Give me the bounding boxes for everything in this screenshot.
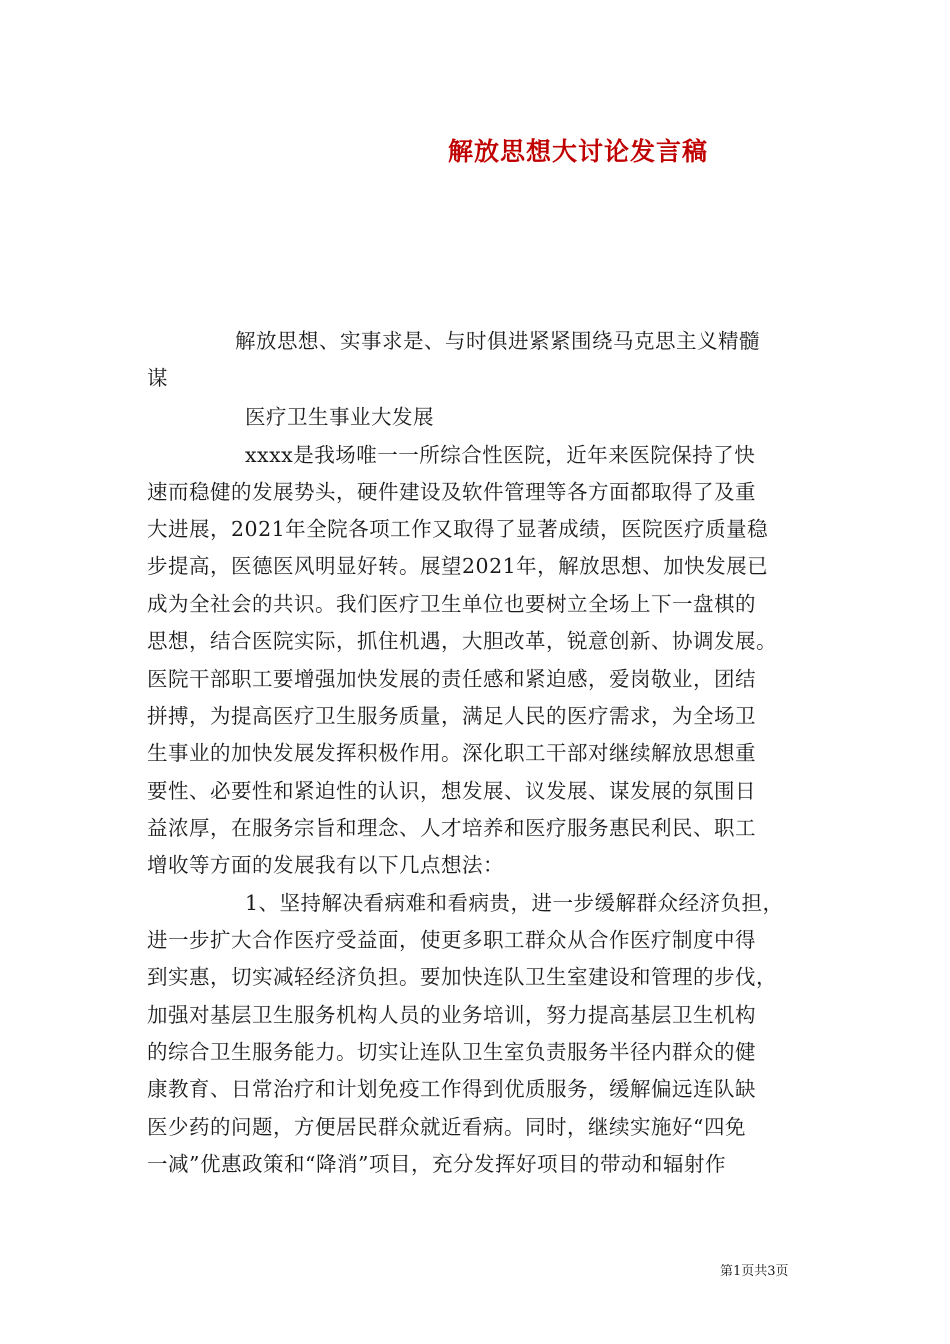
document-title: 解放思想大讨论发言稿	[448, 137, 709, 166]
text-line: 医院干部职工要增强加快发展的责任感和紧迫感，爱岗敬业，团结	[147, 667, 756, 691]
text-line: 一减”优惠政策和“降消”项目，充分发挥好项目的带动和辐射作	[147, 1152, 726, 1176]
text-line: 生事业的加快发展发挥积极作用。深化职工干部对继续解放思想重	[147, 741, 756, 765]
text-line: 思想，结合医院实际，抓住机遇，大胆改革，锐意创新、协调发展。	[147, 629, 777, 653]
text-line: 加强对基层卫生服务机构人员的业务培训，努力提高基层卫生机构	[147, 1003, 756, 1027]
text-line: 医少药的问题，方便居民群众就近看病。同时，继续实施好“四免	[147, 1115, 746, 1139]
text-line: 大进展，2021年全院各项工作又取得了显著成绩，医院医疗质量稳	[147, 517, 769, 541]
text-line: 速而稳健的发展势头，硬件建设及软件管理等各方面都取得了及重	[147, 480, 756, 504]
text-line: 医疗卫生事业大发展	[245, 405, 434, 429]
text-line: 拼搏，为提高医疗卫生服务质量，满足人民的医疗需求，为全场卫	[147, 704, 756, 728]
text-line: 的综合卫生服务能力。切实让连队卫生室负责服务半径内群众的健	[147, 1040, 756, 1064]
text-line: 康教育、日常治疗和计划免疫工作得到优质服务，缓解偏远连队缺	[147, 1077, 756, 1101]
text-line: 1、坚持解决看病难和看病贵，进一步缓解群众经济负担，	[245, 891, 784, 915]
text-line: 到实惠，切实减轻经济负担。要加快连队卫生室建设和管理的步伐，	[147, 965, 777, 989]
text-line: 要性、必要性和紧迫性的认识，想发展、议发展、谋发展的氛围日	[147, 779, 756, 803]
text-line: 解放思想、实事求是、与时俱进紧紧围绕马克思主义精髓	[235, 329, 760, 353]
text-line: xxxx是我场唯一一所综合性医院，近年来医院保持了快	[245, 443, 756, 467]
text-line: 益浓厚，在服务宗旨和理念、人才培养和医疗服务惠民利民、职工	[147, 816, 756, 840]
text-line: 成为全社会的共识。我们医疗卫生单位也要树立全场上下一盘棋的	[147, 592, 756, 616]
text-line: 步提高，医德医风明显好转。展望2021年，解放思想、加快发展已	[147, 554, 769, 578]
text-line: 进一步扩大合作医疗受益面，使更多职工群众从合作医疗制度中得	[147, 928, 756, 952]
page-number: 第1页共3页	[720, 1264, 789, 1279]
text-line: 增收等方面的发展我有以下几点想法：	[147, 853, 504, 877]
text-line: 谋	[147, 366, 168, 390]
